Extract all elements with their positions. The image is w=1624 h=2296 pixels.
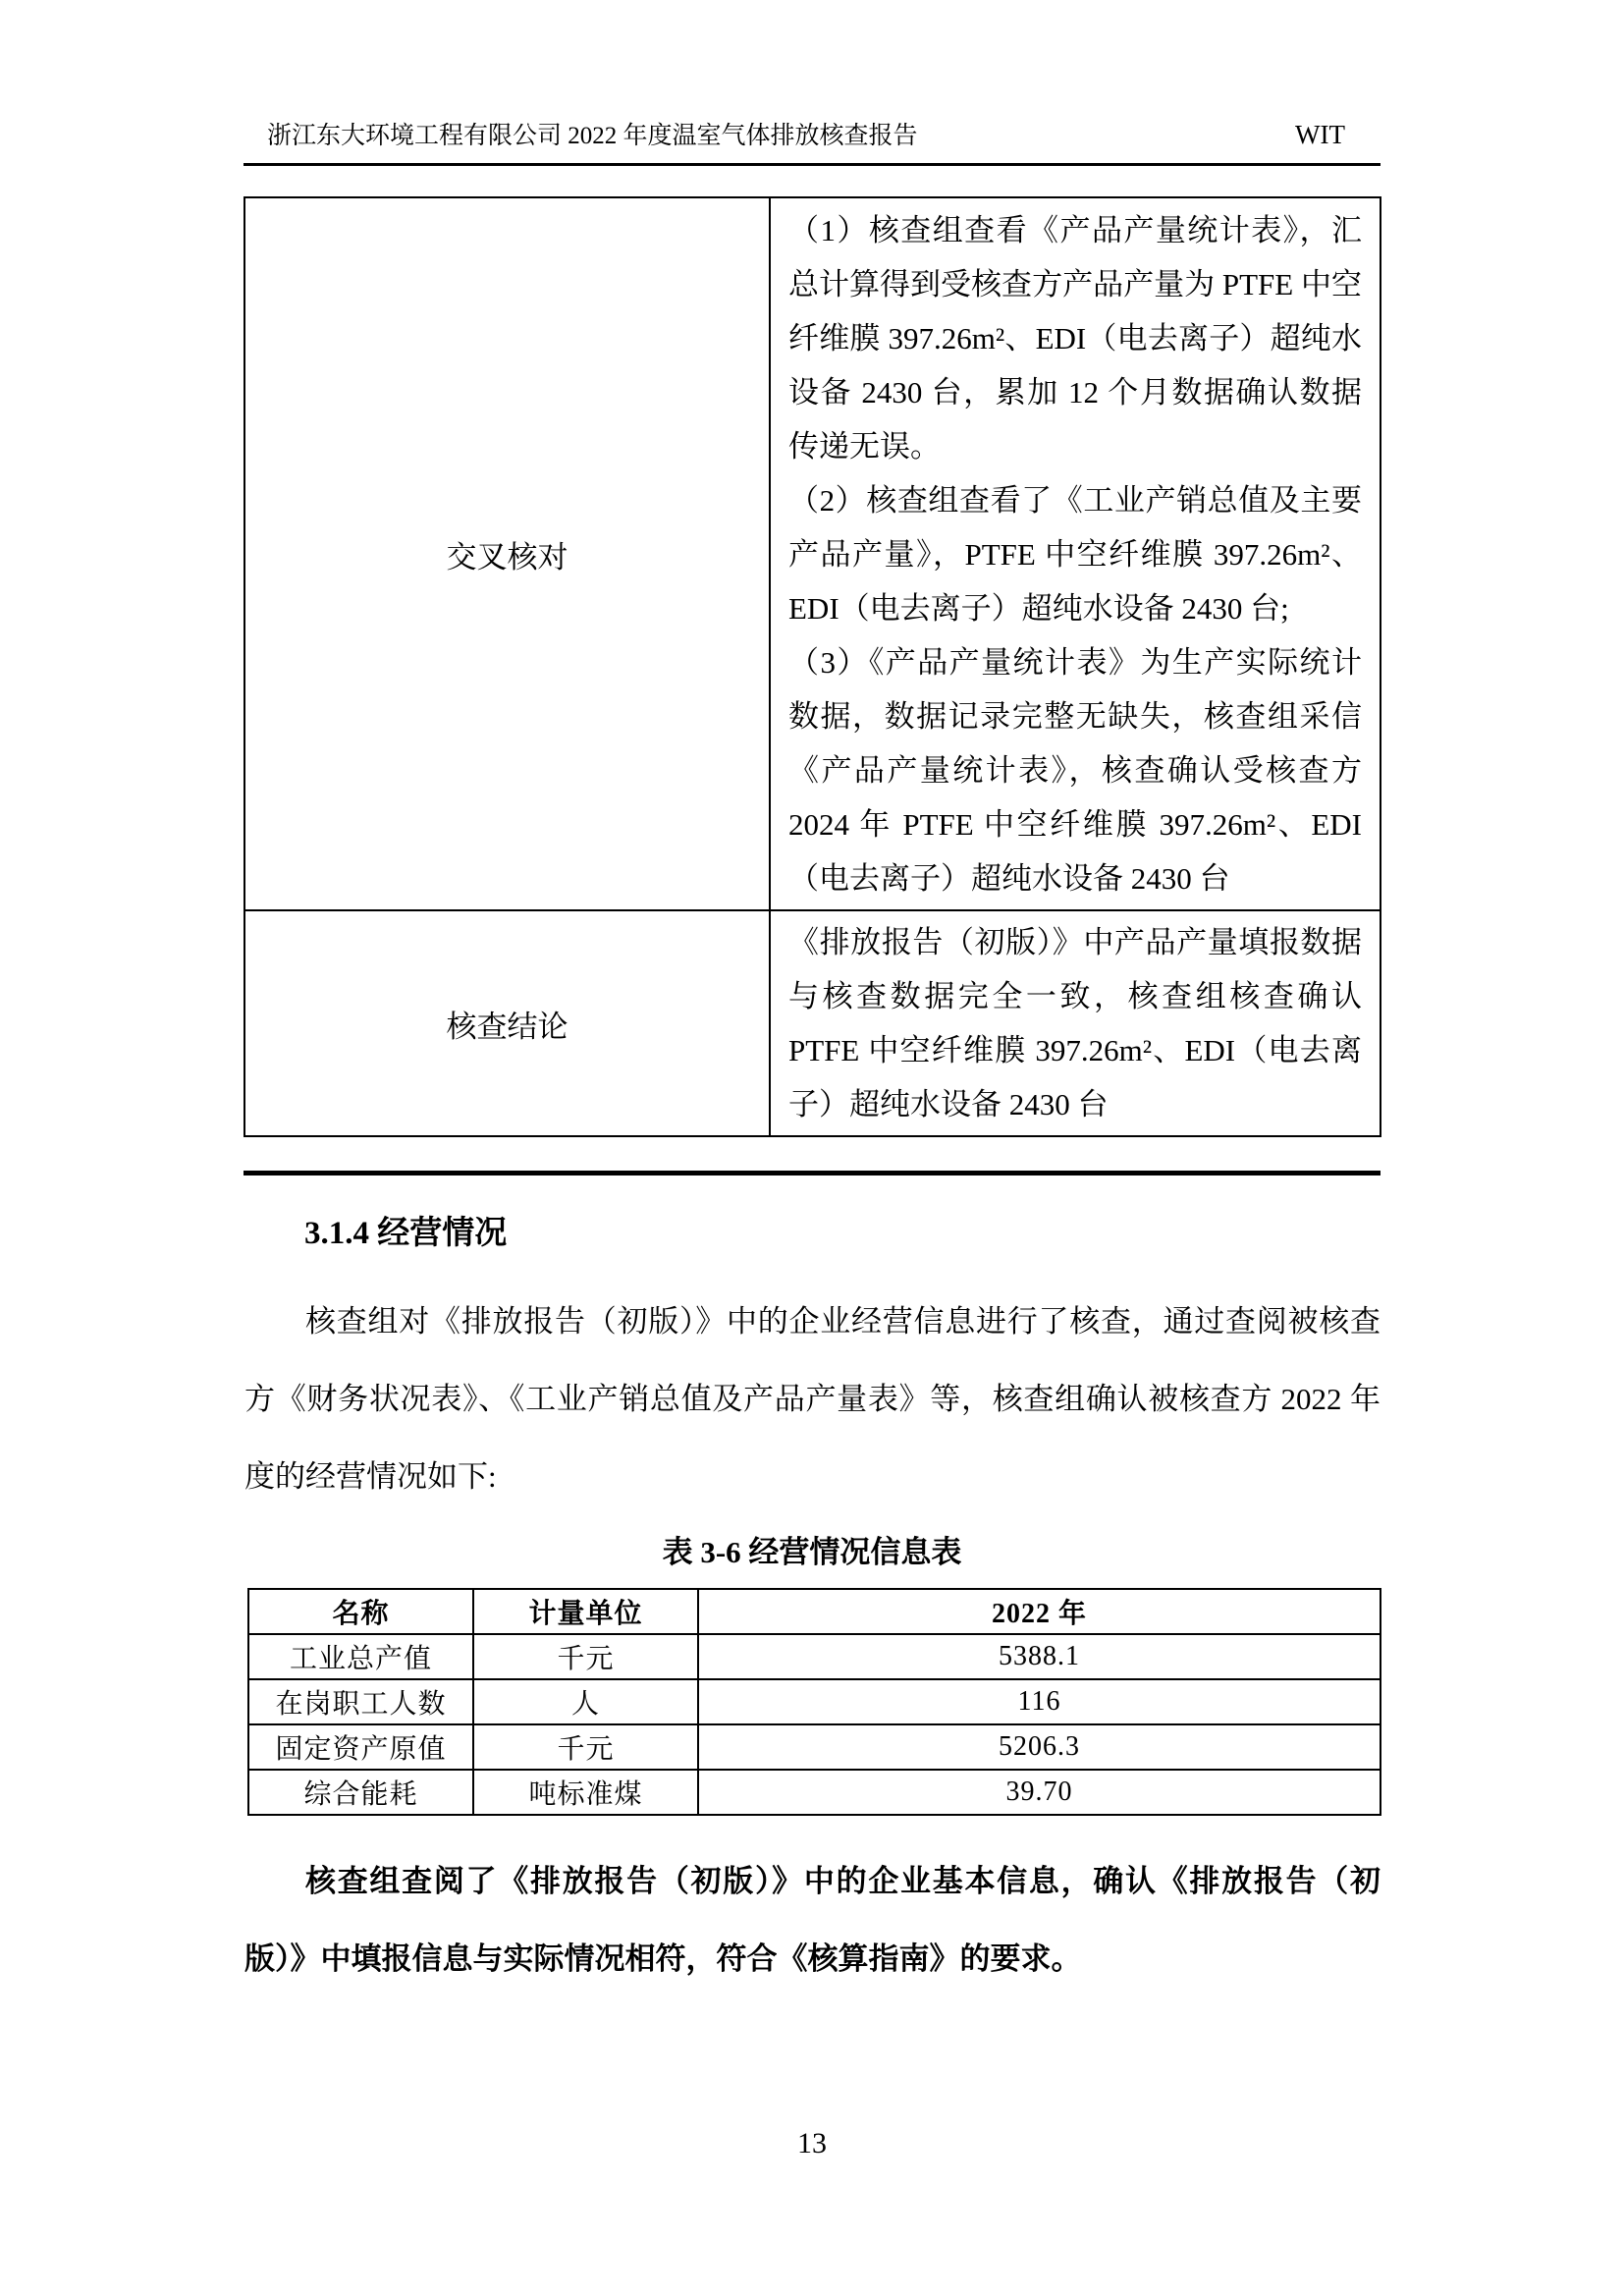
cell-unit: 千元 xyxy=(473,1634,698,1679)
cell-unit: 吨标准煤 xyxy=(473,1770,698,1815)
header-rule xyxy=(244,163,1380,166)
table-caption: 表 3-6 经营情况信息表 xyxy=(662,1535,962,1569)
section-paragraph: 核查组对《排放报告（初版）》中的企业经营信息进行了核查，通过查阅被核查方《财务状况表》、《工业产销总值及产品产量表》等，核查组确认被核查方 2022 年度的经营情况如下: xyxy=(244,1304,1380,1494)
cross-check-item-3: （3）《产品产量统计表》为生产实际统计数据，数据记录完整无缺失，核查组采信《产品产量统计表》，核查确认受核查方 2024 年 PTFE 中空纤维膜 397.26m²、EDI（电去离子）超纯水设备 2430 台 xyxy=(788,644,1362,896)
col-header-year: 2022 年 xyxy=(698,1589,1380,1634)
section-divider-rule xyxy=(244,1171,1380,1175)
cell-unit: 千元 xyxy=(473,1724,698,1770)
table-row-conclusion xyxy=(244,910,1380,1136)
page-header xyxy=(244,118,1380,153)
row-label-cross-check: 交叉核对 xyxy=(244,197,770,910)
cross-check-item-1: （1）核查组查看《产品产量统计表》，汇总计算得到受核查方产品产量为 PTFE 中空纤维膜 397.26m²、EDI（电去离子）超纯水设备 2430 台，累加 12 个月数据确认数据传递无误。 xyxy=(788,212,1362,464)
table-row xyxy=(248,1634,1380,1679)
cell-name: 工业总产值 xyxy=(248,1634,473,1679)
col-header-unit: 计量单位 xyxy=(473,1589,698,1634)
header-title: 浙江东大环境工程有限公司 2022 年度温室气体排放核查报告 xyxy=(267,123,918,149)
business-info-table xyxy=(247,1588,1381,1816)
cell-name: 固定资产原值 xyxy=(248,1724,473,1770)
cross-check-content-cell xyxy=(770,197,1380,910)
cell-unit: 人 xyxy=(473,1679,698,1724)
cross-check-item-2: （2）核查组查看了《工业产销总值及主要产品产量》，PTFE 中空纤维膜 397.26m²、EDI（电去离子）超纯水设备 2430 台; xyxy=(788,482,1362,626)
table-row xyxy=(248,1770,1380,1815)
closing-paragraph: 核查组查阅了《排放报告（初版）》中的企业基本信息，确认《排放报告（初版）》中填报信息与实际情况相符，符合《核算指南》的要求。 xyxy=(244,1864,1380,1976)
section-heading: 3.1.4 经营情况 xyxy=(304,1216,508,1251)
cell-name: 综合能耗 xyxy=(248,1770,473,1815)
table-header-row xyxy=(248,1589,1380,1634)
conclusion-content-cell xyxy=(770,910,1380,1136)
conclusion-text: 《排放报告（初版）》中产品产量填报数据与核查数据完全一致，核查组核查确认 PTFE 中空纤维膜 397.26m²、EDI（电去离子）超纯水设备 2430 台 xyxy=(788,925,1362,1121)
header-mark: WIT xyxy=(1295,120,1345,149)
cell-name: 在岗职工人数 xyxy=(248,1679,473,1724)
row-label-conclusion: 核查结论 xyxy=(244,910,770,1136)
table-row-cross-check xyxy=(244,197,1380,910)
verification-table xyxy=(244,196,1381,1137)
cell-value: 116 xyxy=(698,1679,1380,1724)
col-header-name: 名称 xyxy=(248,1589,473,1634)
cell-value: 5206.3 xyxy=(698,1724,1380,1770)
table-row xyxy=(248,1724,1380,1770)
cell-value: 5388.1 xyxy=(698,1634,1380,1679)
table-row xyxy=(248,1679,1380,1724)
page-number: 13 xyxy=(797,2127,827,2159)
cell-value: 39.70 xyxy=(698,1770,1380,1815)
